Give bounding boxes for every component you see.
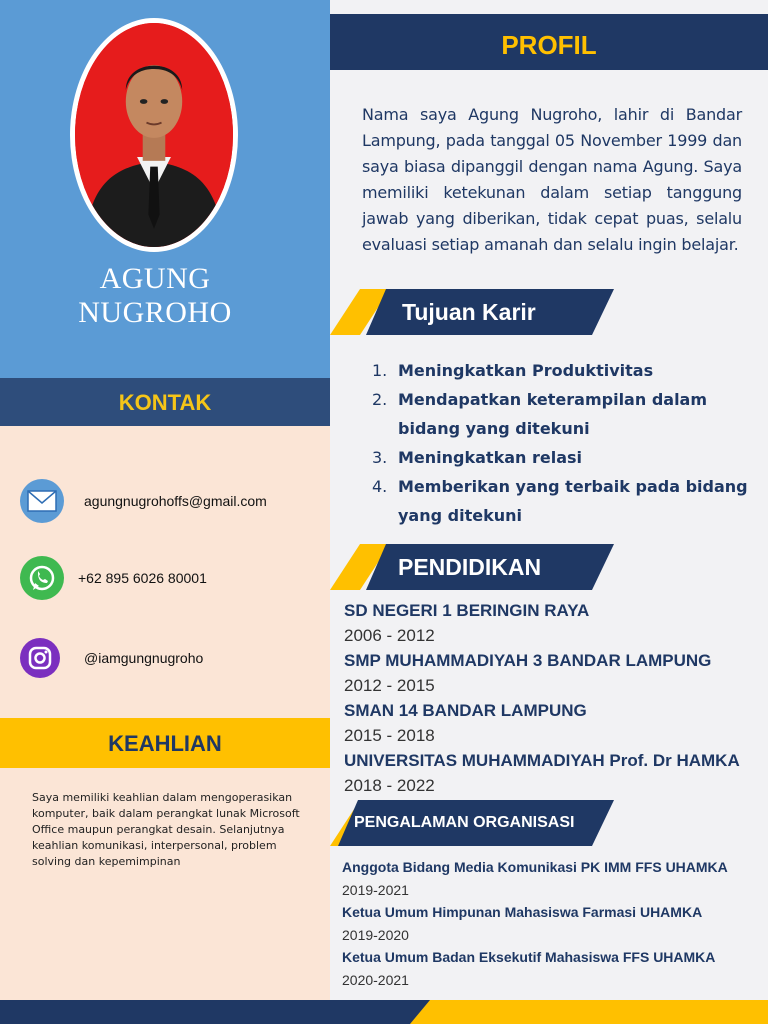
whatsapp-icon (20, 556, 64, 600)
list-number: 3. (372, 448, 388, 467)
pendidikan-banner (330, 544, 620, 590)
org-role: Anggota Bidang Media Komunikasi PK IMM FFS UHAMKA (342, 859, 728, 875)
tujuan-list (372, 356, 758, 530)
organisasi-banner (330, 800, 620, 846)
org-years: 2020-2021 (342, 971, 409, 988)
envelope-icon (20, 479, 64, 523)
profil-title: PROFIL (501, 30, 597, 60)
list-number: 4. (372, 477, 388, 496)
school-name: SD NEGERI 1 BERINGIN RAYA (344, 601, 590, 620)
skills-text: Saya memiliki keahlian dalam mengoperasikan komputer, baik dalam perangkat lunak Microsoft Office maupun perangkat desain. Selanjutnya keahlian komunikasi, interpersonal, problem solving dan kepemimpinan (32, 791, 300, 868)
instagram-icon (20, 638, 60, 678)
list-text: Meningkatkan Produktivitas (398, 361, 654, 380)
school-name: SMP MUHAMMADIYAH 3 BANDAR LAMPUNG (344, 651, 712, 670)
school-years: 2018 - 2022 (344, 776, 435, 795)
kontak-title: KONTAK (118, 390, 212, 415)
last-name: NUGROHO (78, 296, 232, 329)
keahlian-title: KEAHLIAN (108, 731, 222, 756)
school-years: 2012 - 2015 (344, 676, 435, 695)
list-text: Mendapatkan keterampilan dalam bidang yang ditekuni (398, 390, 708, 438)
school-years: 2015 - 2018 (344, 726, 435, 745)
list-text: Memberikan yang terbaik pada bidang yang ditekuni (398, 477, 748, 525)
list-item (372, 356, 758, 385)
list-text: Meningkatkan relasi (398, 448, 583, 467)
profil-header (330, 14, 768, 70)
keahlian-header (0, 718, 330, 768)
list-item (372, 443, 758, 472)
email-text[interactable]: agungnugrohoffs@gmail.com (84, 493, 267, 509)
footer-stripe-gold (330, 1000, 768, 1024)
first-name: AGUNG (99, 262, 211, 295)
org-years: 2019-2021 (342, 881, 409, 898)
organisasi-list (342, 856, 766, 991)
phone-text[interactable]: +62 895 6026 80001 (78, 570, 207, 586)
instagram-text[interactable]: @iamgungnugroho (84, 650, 204, 666)
org-role: Ketua Umum Himpunan Mahasiswa Farmasi UHAMKA (342, 904, 703, 920)
profile-photo-illustration (75, 23, 233, 247)
list-number: 2. (372, 390, 388, 409)
contact-instagram[interactable] (20, 638, 203, 678)
org-role: Ketua Umum Badan Eksekutif Mahasiswa FFS UHAMKA (342, 949, 716, 965)
tujuan-banner (330, 289, 620, 335)
profile-photo (70, 18, 238, 252)
pendidikan-title: PENDIDIKAN (398, 554, 542, 580)
org-years: 2019-2020 (342, 926, 409, 943)
left-header-panel (0, 0, 330, 378)
list-number: 1. (372, 361, 388, 380)
pendidikan-list (344, 598, 764, 798)
profil-text: Nama saya Agung Nugroho, lahir di Bandar Lampung, pada tanggal 05 November 1999 dan saya biasa dipanggil dengan nama Agung. Saya memiliki ketekunan dalam setiap tanggung jawab yang diberikan, tidak cepat puas, selalu evaluasi setiap amanah dan selalu ingin belajar. (362, 105, 742, 254)
contact-phone[interactable] (20, 556, 207, 600)
tujuan-title: Tujuan Karir (402, 299, 536, 325)
organisasi-title: PENGALAMAN ORGANISASI (354, 814, 575, 831)
school-name: UNIVERSITAS MUHAMMADIYAH Prof. Dr HAMKA (344, 751, 740, 770)
school-name: SMAN 14 BANDAR LAMPUNG (344, 701, 587, 720)
full-name (0, 262, 310, 330)
list-item (372, 385, 758, 443)
school-years: 2006 - 2012 (344, 626, 435, 645)
list-item (372, 472, 758, 530)
kontak-header (0, 378, 330, 426)
contact-email[interactable] (20, 479, 267, 523)
